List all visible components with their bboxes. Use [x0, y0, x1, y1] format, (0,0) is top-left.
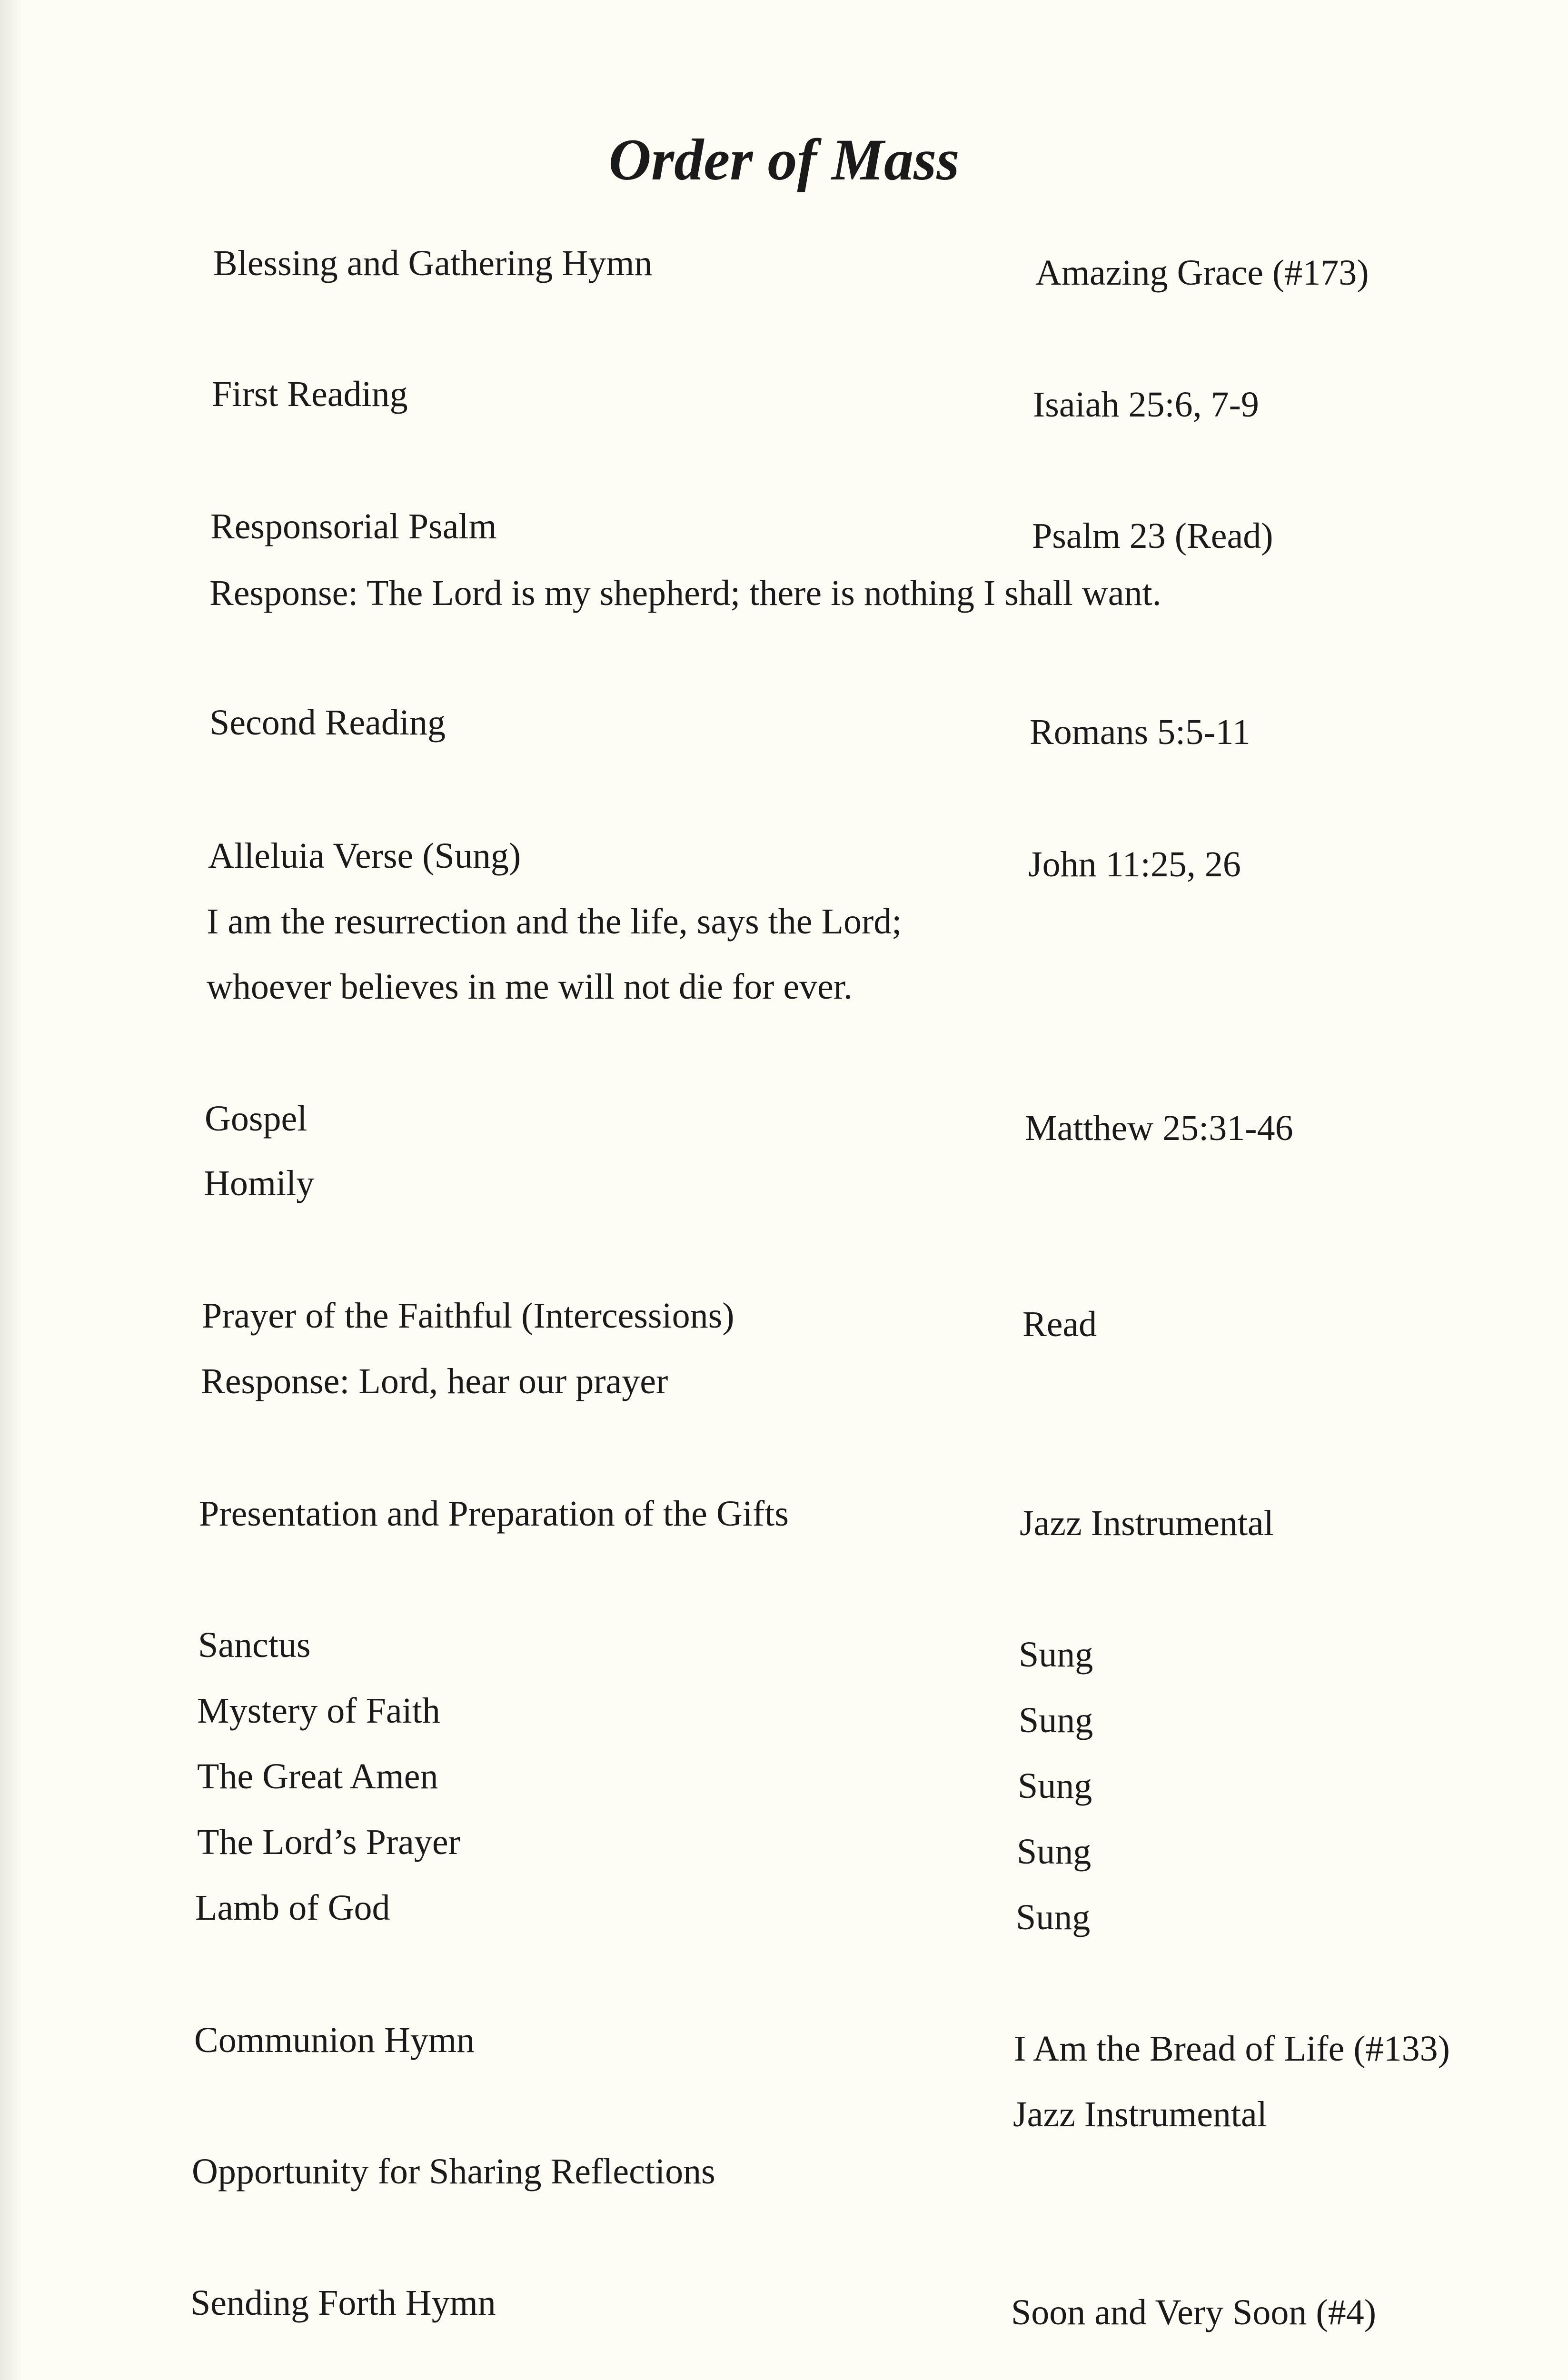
gifts-detail: Jazz Instrumental [1020, 1503, 1274, 1543]
alleluia-verse-line-1: I am the resurrection and the life, says the Lord; [207, 902, 902, 942]
blessing-hymn-label: Blessing and Gathering Hymn [213, 243, 653, 283]
lamb-of-god-label: Lamb of God [195, 1888, 390, 1928]
gospel-label: Gospel [205, 1099, 308, 1139]
great-amen-label: The Great Amen [197, 1756, 438, 1796]
mystery-of-faith-label: Mystery of Faith [197, 1691, 440, 1731]
communion-hymn-detail: I Am the Bread of Life (#133) [1014, 2029, 1450, 2069]
page-edge-shadow [0, 0, 21, 2380]
homily-label: Homily [204, 1163, 315, 1203]
psalm-detail: Psalm 23 (Read) [1032, 516, 1273, 556]
alleluia-label: Alleluia Verse (Sung) [208, 836, 521, 876]
alleluia-detail: John 11:25, 26 [1028, 844, 1241, 884]
lamb-of-god-detail: Sung [1016, 1897, 1091, 1937]
first-reading-detail: Isaiah 25:6, 7-9 [1033, 385, 1259, 425]
first-reading-label: First Reading [212, 374, 408, 414]
psalm-label: Responsorial Psalm [210, 506, 497, 546]
second-reading-detail: Romans 5:5-11 [1030, 712, 1250, 752]
sharing-reflections-label: Opportunity for Sharing Reflections [192, 2152, 715, 2192]
lords-prayer-detail: Sung [1017, 1832, 1092, 1872]
gifts-label: Presentation and Preparation of the Gifts [199, 1494, 789, 1534]
mystery-of-faith-detail: Sung [1019, 1700, 1093, 1740]
prayer-faithful-label: Prayer of the Faithful (Intercessions) [202, 1296, 734, 1336]
page-title: Order of Mass [608, 127, 960, 192]
lords-prayer-label: The Lord’s Prayer [197, 1822, 460, 1862]
great-amen-detail: Sung [1018, 1766, 1092, 1806]
prayer-response: Response: Lord, hear our prayer [201, 1361, 668, 1401]
gospel-detail: Matthew 25:31-46 [1025, 1108, 1293, 1148]
prayer-faithful-detail: Read [1022, 1304, 1097, 1344]
alleluia-verse-line-2: whoever believes in me will not die for ever. [207, 967, 853, 1007]
sanctus-detail: Sung [1019, 1635, 1093, 1675]
sanctus-label: Sanctus [198, 1625, 311, 1665]
psalm-response: Response: The Lord is my shepherd; there is nothing I shall want. [209, 573, 1161, 613]
blessing-hymn-detail: Amazing Grace (#173) [1035, 253, 1369, 293]
communion-hymn-label: Communion Hymn [194, 2020, 475, 2060]
sending-forth-detail: Soon and Very Soon (#4) [1011, 2292, 1377, 2332]
sending-forth-label: Sending Forth Hymn [190, 2283, 496, 2323]
second-reading-label: Second Reading [209, 703, 446, 743]
communion-instrumental: Jazz Instrumental [1013, 2094, 1267, 2134]
